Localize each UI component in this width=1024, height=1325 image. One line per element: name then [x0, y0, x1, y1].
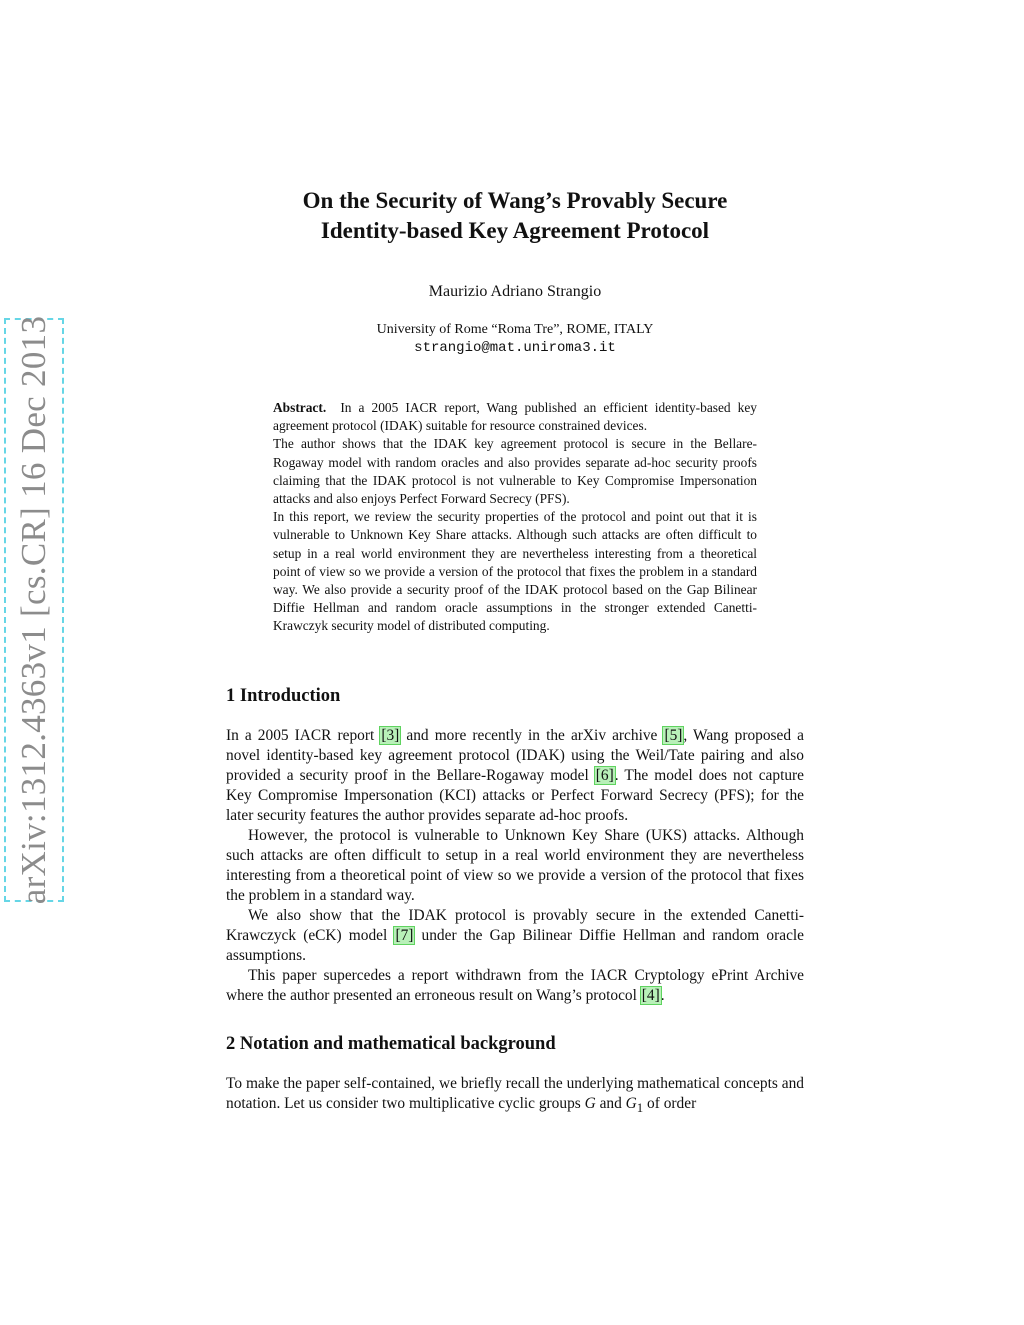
affiliation-block — [226, 320, 804, 358]
intro-paragraph-4 — [226, 966, 804, 1006]
intro-p1-text-a: In a 2005 IACR report — [226, 727, 381, 744]
intro-p1-text-b: and more recently in the arXiv archive — [400, 727, 664, 744]
arxiv-id-text: arXiv:1312.4363v1 [cs.CR] 16 Dec 2013 — [14, 315, 53, 905]
title-line-2: Identity-based Key Agreement Protocol — [320, 218, 710, 243]
abstract-label: Abstract. — [273, 400, 327, 415]
paper-title — [226, 186, 804, 246]
citation-link-4[interactable]: [4] — [641, 987, 660, 1004]
intro-p4-text-b: . — [660, 987, 665, 1004]
abstract-text-1: In a 2005 IACR report, Wang published an efficient identity-based key agreement protocol (IDAK) suitable for resource constrained devices. — [273, 400, 758, 434]
abstract-paragraph-2: The author shows that the IDAK key agreement protocol is secure in the Bellare-Rogaway model with random oracles and also provides separate ad-hoc security proofs claiming that the IDAK protocol is not vulnerable to Key Compromise Impersonation attacks and also enjoys Perfect Forward Secrecy (PFS). — [273, 436, 757, 507]
group-g1-subscript: 1 — [636, 1101, 644, 1116]
notation-p1-text-a: To make the paper self-contained, we briefly recall the underlying mathematical concepts and notation. Let us consider two multiplicative cyclic groups — [226, 1075, 804, 1112]
intro-p1-text-d: . The model does not capture Key Compromise Impersonation (KCI) attacks or Perfect Forward Secrecy (PFS); for the later security features the author provides separate ad-hoc proofs. — [226, 767, 804, 824]
author-name: Maurizio Adriano Strangio — [428, 283, 602, 300]
title-line-1: On the Security of Wang’s Provably Secure — [302, 188, 728, 213]
section-2-heading: 2 Notation and mathematical background — [226, 1034, 556, 1054]
section-1-heading: 1 Introduction — [226, 686, 341, 706]
affiliation: University of Rome “Roma Tre”, ROME, ITALY — [376, 322, 654, 337]
intro-p3-text-a: We also show that the IDAK protocol is provably secure in the extended Canetti-Krawczyck (eCK) model — [226, 907, 804, 944]
abstract-paragraph-3: In this report, we review the security properties of the protocol and point out that it is vulnerable to Unknown Key Share attacks. Although such attacks are often difficult to setup in a real world environment they are nevertheless interesting from a theoretical point of view so we provide a version of the protocol that fixes the problem in a standard way. We also provide a security proof of the IDAK protocol based on the Gap Bilinear Diffie Hellman and random oracle assumptions in the stronger extended Canetti-Krawczyk security model of distributed computing. — [273, 509, 757, 634]
author-email[interactable]: strangio@mat.uniroma3.it — [414, 340, 616, 356]
citation-link-6[interactable]: [6] — [595, 767, 614, 784]
intro-paragraph-3 — [226, 906, 804, 966]
section-2-body — [226, 1074, 804, 1118]
group-g-symbol: G — [584, 1095, 596, 1112]
notation-paragraph-1 — [226, 1074, 804, 1118]
section-1-body — [226, 726, 804, 1006]
citation-link-7[interactable]: [7] — [395, 927, 414, 944]
arxiv-identifier-stamp — [4, 315, 64, 905]
intro-paragraph-2: However, the protocol is vulnerable to Unknown Key Share (UKS) attacks. Although such attacks are often difficult to setup in a real world environment they are nevertheless interesting from a theoretical point of view so we provide a version of the protocol that fixes the problem in a standard way. — [226, 827, 804, 904]
citation-link-5[interactable]: [5] — [664, 727, 683, 744]
notation-p1-text-b: of order — [643, 1095, 697, 1112]
intro-paragraph-1 — [226, 726, 804, 826]
intro-p3-text-b: under the Gap Bilinear Diffie Hellman and random oracle assumptions. — [226, 927, 805, 964]
notation-p1-and: and — [595, 1095, 626, 1112]
intro-p1-text-c: , Wang proposed a novel identity-based key agreement protocol (IDAK) using the Weil/Tate pairing and also provided a security proof in the Bellare-Rogaway model — [226, 727, 804, 784]
citation-link-3[interactable]: [3] — [381, 727, 400, 744]
abstract — [273, 399, 757, 636]
group-g1-symbol: G — [625, 1095, 637, 1112]
intro-p4-text-a: This paper supercedes a report withdrawn from the IACR Cryptology ePrint Archive where the author presented an erroneous result on Wang’s protocol — [226, 967, 804, 1004]
abstract-paragraph-1 — [273, 399, 757, 435]
